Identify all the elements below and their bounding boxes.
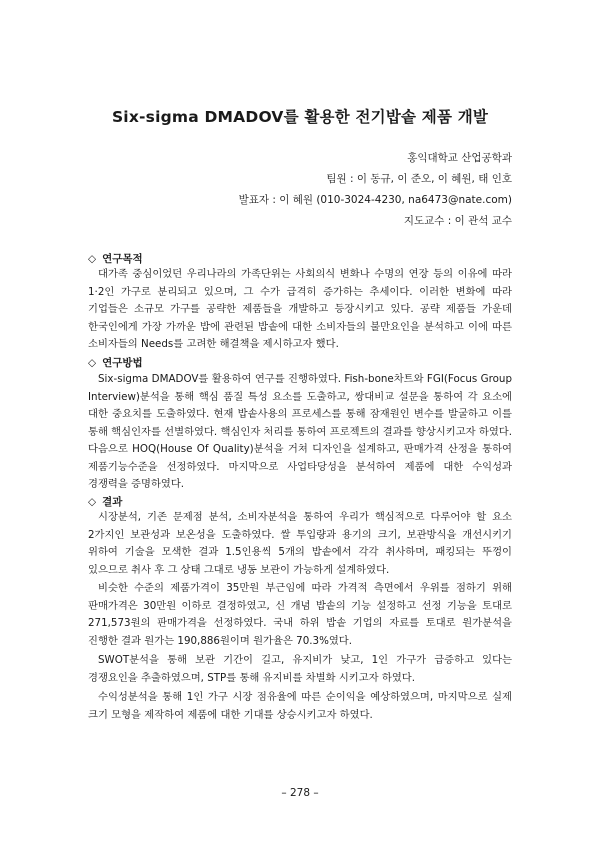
diamond-bullet-icon: ◇ [88,253,97,265]
affiliation-school: 홍익대학교 산업공학과 [407,152,512,164]
paper-title: Six-sigma DMADOV를 활용한 전기밥솥 제품 개발 [111,108,489,126]
section-heading-text: 연구방법 [102,357,143,369]
result-paragraph-1: 시장분석, 기존 문제점 분석, 소비자분석을 통하여 우리가 핵심적으로 다루어야 할 요소 2가지인 보관성과 보온성을 도출하였다. 쌀 투입량과 용기의 크기, 보관방식을 개선시키기 위하여 기술을 모색한 결과 1.5인용씩 5개의 밥솥에서 각각 취사하며, 패킹되는 뚜껑이 있으므로 취사 후 그 상태 그대로 냉동 보관이 가능하게 설계하였다. [88,511,512,576]
method-paragraph: Six-sigma DMADOV를 활용하여 연구를 진행하였다. Fish-bone차트와 FGI(Focus Group Interview)분석을 통해 핵심 품질 특성 요소를 도출하고, 쌍대비교 설문을 통하여 각 요소에 대한 중요치를 도출하였다. 현재 밥솥사용의 프로세스를 통해 잠재원인 변수를 발굴하고 이를 통해 핵심인자를 선별하였다. 핵심인자 처리를 통하여 프로젝트의 결과를 향상시키고자 하였다. 다음으로 HOQ(House Of Quality)분석을 거쳐 디자인을 설계하고, 판매가격 산정을 통하여 제품기능수준을 선정하였다. 마지막으로 사업타당성을 분석하여 제품에 대한 수익성과 경쟁력을 증명하였다. [88,373,512,490]
diamond-bullet-icon: ◇ [88,357,97,369]
section-heading-text: 결과 [102,496,123,508]
purpose-paragraph: 대가족 중심이었던 우리나라의 가족단위는 사회의식 변화나 수명의 연장 등의 이유에 따라 1·2인 가구로 분리되고 있으며, 그 수가 급격히 증가하는 추세이다. 이러한 변화에 따라 기업들은 소규모 가구를 공략한 제품들을 개발하고 등장시키고 있다. 공략 제품들 가운데 한국인에게 가장 가까운 밥에 관련된 밥솥에 대한 소비자들의 불만요인을 분석하고 이에 따른 소비자들의 Needs를 고려한 해결책을 제시하고자 했다. [88,268,512,350]
affiliation-advisor: 지도교수 : 이 관석 교수 [403,215,512,227]
result-paragraph-4: 수익성분석을 통해 1인 가구 시장 점유율에 따른 순이익을 예상하였으며, 마지막으로 실제 크기 모형을 제작하여 제품에 대한 기대를 상승시키고자 하였다. [88,691,512,721]
result-paragraph-3: SWOT분석을 통해 보관 기간이 길고, 유지비가 낮고, 1인 가구가 급증하고 있다는 경쟁요인을 추출하였으며, STP를 통해 유지비를 차별화 시키고자 하였다. [88,654,512,684]
page-number: – 278 – [281,787,319,799]
section-heading-text: 연구목적 [102,253,143,265]
result-paragraph-2: 비슷한 수준의 제품가격이 35만원 부근임에 따라 가격적 측면에서 우위를 점하기 위해 판매가격은 30만원 이하로 결정하였고, 신 개념 밥솥의 기능 설정하고 선정 기능을 토대로 271,573원의 판매가격을 선정하였다. 국내 하위 밥솥 기업의 자료를 토대로 원가분석을 진행한 결과 원가는 190,886원이며 원가율은 70.3%였다. [88,582,512,647]
affiliation-presenter: 발표자 : 이 혜원 (010-3024-4230, na6473@nate.com) [238,194,512,206]
diamond-bullet-icon: ◇ [88,496,97,508]
section-heading-method [88,355,143,370]
section-heading-result [88,494,122,509]
affiliation-team: 팀원 : 이 동규, 이 준오, 이 혜원, 태 인호 [326,173,512,185]
section-heading-purpose [88,251,143,266]
